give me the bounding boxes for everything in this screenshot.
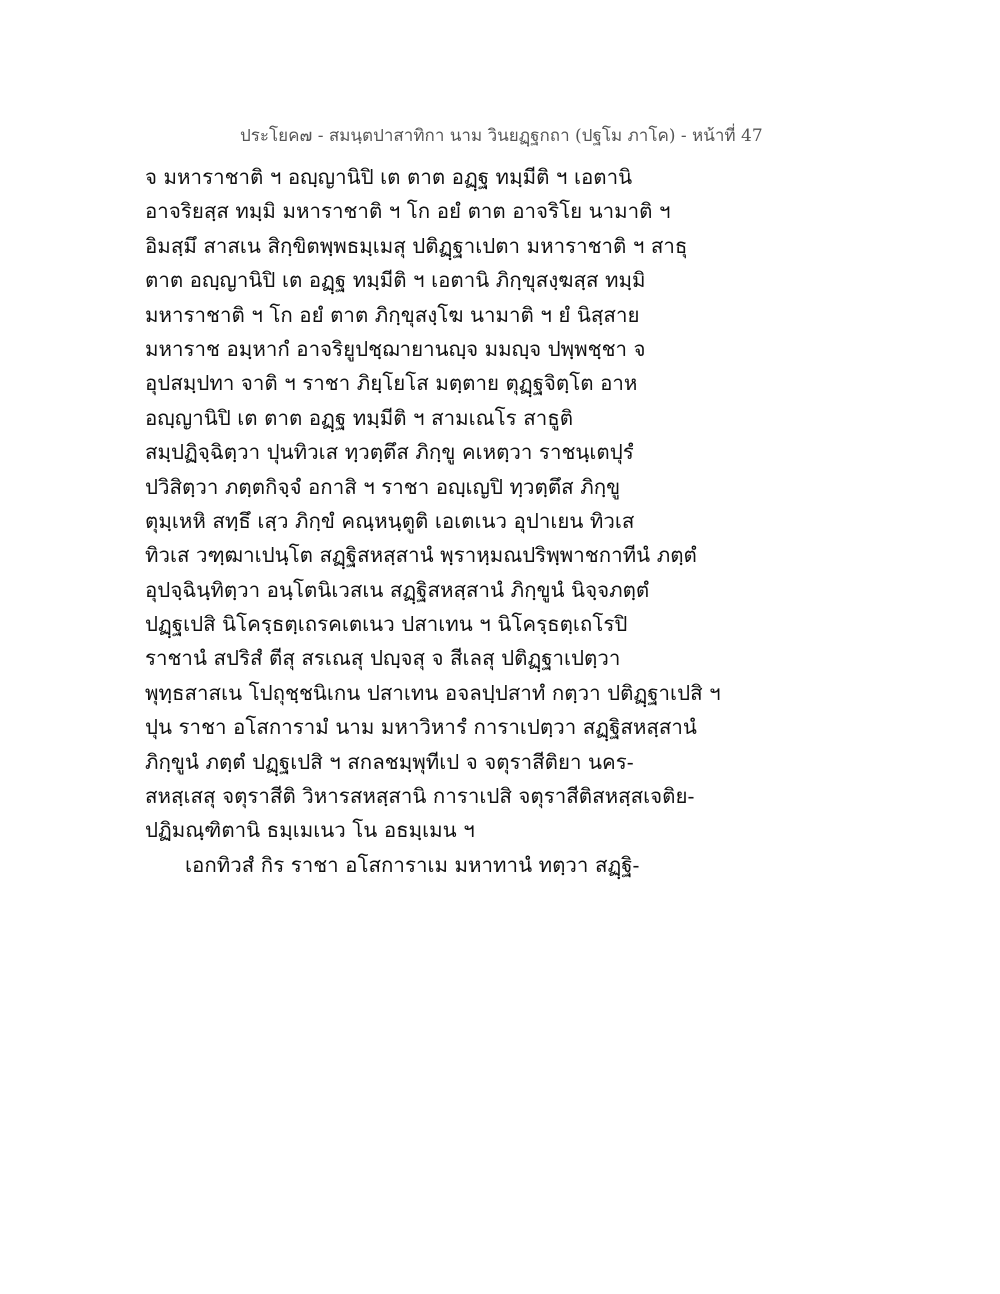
text-line: อิมสฺมึ สาสเน สิกฺขิตพฺพธมฺเมสุ ปติฏฺฐาเปตา มหาราชาติ ฯ สาธุ xyxy=(145,233,688,258)
text-line: ปฏฺฐเปสิ นิโครฺธตฺเถรคเตเนว ปสาเทน ฯ นิโครฺธตฺเถโรปิ xyxy=(145,612,628,637)
text-line: ตาต อญฺญานิปิ เต อฏฺฐ ทมฺมีติ ฯ เอตานิ ภิกฺขุสงฺฆสฺส ทมฺมิ xyxy=(145,268,646,293)
text-line: จ มหาราชาติ ฯ อญฺญานิปิ เต ตาต อฏฺฐ ทมฺมีติ ฯ เอตานิ xyxy=(145,165,633,189)
page-running-header: ประโยค๗ - สมนฺตปาสาทิกา นาม วินยฏฺฐกถา (ปฐโม ภาโค) - หน้าที่ 47 xyxy=(240,126,763,146)
text-line: ทิวเส วฑฺฒาเปนฺโต สฏฺฐิสหสฺสานํ พฺราหฺมณปริพฺพาชกาทีนํ ภตฺตํ xyxy=(145,543,697,568)
text-line: ภิกฺขูนํ ภตฺตํ ปฏฺฐเปสิ ฯ สกลชมฺพุทีเป จ จตุราสีติยา นคร- xyxy=(145,749,634,774)
text-line: ราชานํ สปริสํ ตีสุ สรเณสุ ปญฺจสุ จ สีเลสุ ปติฏฺฐาเปตฺวา xyxy=(145,646,621,671)
text-line: ตุมฺเหหิ สทฺธึ เสฺว ภิกฺขํ คณฺหนฺตูติ เอเตเนว อุปาเยน ทิวเส xyxy=(145,508,635,533)
text-line: มหาราชาติ ฯ โก อยํ ตาต ภิกฺขุสงฺโฆ นามาติ ฯ ยํ นิสฺสาย xyxy=(145,302,640,327)
text-line: มหาราช อมฺหากํ อาจริยูปชฺฌายานญฺจ มมญฺจ ปพฺพชฺชา จ xyxy=(145,336,646,361)
text-line: พุทฺธสาสเน โปถุชฺชนิเกน ปสาเทน อจลปฺปสาทํ กตฺวา ปติฏฺฐาเปสิ ฯ xyxy=(145,680,721,705)
body-text xyxy=(145,160,745,882)
text-line: ปุน ราชา อโสการามํ นาม มหาวิหารํ การาเปตฺวา สฏฺฐิสหสฺสานํ xyxy=(145,715,697,740)
text-line: อญฺญานิปิ เต ตาต อฏฺฐ ทมฺมีติ ฯ สามเณโร สาธูติ xyxy=(145,405,574,430)
text-line: อุปจฺฉินฺทิตฺวา อนฺโตนิเวสเน สฏฺฐิสหสฺสานํ ภิกฺขูนํ นิจฺจภตฺตํ xyxy=(145,577,650,602)
paragraph-start-line: เอกทิวสํ กิร ราชา อโสการาเม มหาทานํ ทตฺวา สฏฺฐิ- xyxy=(185,852,640,877)
text-line: ปฏิมณฺฑิตานิ ธมฺเมเนว โน อธมฺเมน ฯ xyxy=(145,818,475,843)
text-line: สมฺปฏิจฺฉิตฺวา ปุนทิวเส ทฺวตฺตึส ภิกฺขู คเหตฺวา ราชนฺเตปุรํ xyxy=(145,440,634,465)
text-line: อาจริยสฺส ทมฺมิ มหาราชาติ ฯ โก อยํ ตาต อาจริโย นามาติ ฯ xyxy=(145,199,671,224)
text-line: สหสฺเสสุ จตุราสีติ วิหารสหสฺสานิ การาเปสิ จตุราสีติสหสฺสเจติย- xyxy=(145,784,695,809)
text-line: ปวิสิตฺวา ภตฺตกิจฺจํ อกาสิ ฯ ราชา อญฺเญปิ ทฺวตฺตึส ภิกฺขู xyxy=(145,474,621,499)
text-line: อุปสมฺปทา จาติ ฯ ราชา ภิยฺโยโส มตฺตาย ตุฏฺฐจิตฺโต อาห xyxy=(145,371,638,396)
